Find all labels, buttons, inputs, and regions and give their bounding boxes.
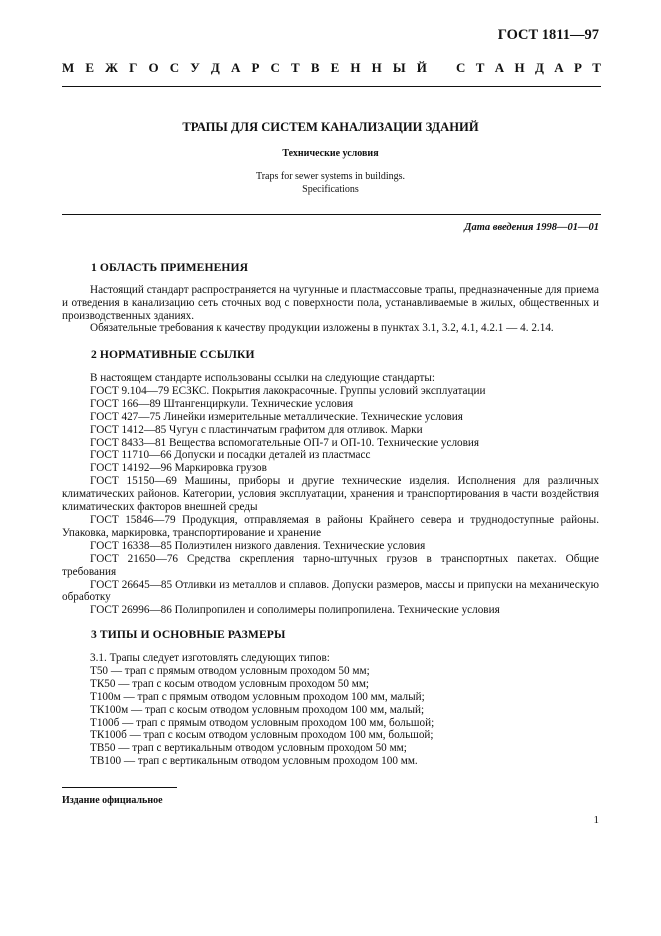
section2-intro: В настоящем стандарте использованы ссылки на следующие стандарты: [90,372,435,384]
trap-types-list [62,665,599,768]
section1-body [62,284,599,335]
banner-word-interstate [62,60,427,76]
reference-item: ГОСТ 16338—85 Полиэтилен низкого давления. Технические условия [90,539,426,552]
banner-letter: В [310,60,320,75]
banner-letter: С [270,60,280,75]
banner-letter: Р [573,60,582,75]
banner-letter: А [554,60,564,75]
english-title-line1: Traps for sewer systems in buildings. [255,171,406,182]
banner-letter: Е [85,60,95,75]
banner-letter: Е [330,60,340,75]
banner-letter: Р [251,60,260,75]
reference-item: ГОСТ 427—75 Линейки измерительные металлические. Технические условия [90,410,463,423]
banner-letter: Ы [392,60,406,75]
banner-letter: О [148,60,159,75]
section3-intro: 3.1. Трапы следует изготовлять следующих типов: [90,652,330,664]
trap-type-item: ТК50 — трап с косым отводом условным проходом 50 мм; [90,677,370,690]
banner-letter: Н [371,60,382,75]
english-title [0,170,661,196]
section1-paragraph2: Обязательные требования к качеству продукции изложены в пунктах 3.1, 3.2, 4.1, 4.2.1 — 4. 2.14. [90,322,554,335]
banner-letter: У [190,60,200,75]
banner-letter: Т [592,60,601,75]
reference-item: ГОСТ 8433—81 Вещества вспомогательные ОП-7 и ОП-10. Технические условия [90,436,480,449]
trap-type-item: Т50 — трап с прямым отводом условным проходом 50 мм; [90,664,370,677]
reference-item: ГОСТ 15150—69 Машины, приборы и другие технические изделия. Исполнения для различных климатических районов. Категории, условия эксплуатации, хранения и транспортирования в части воздействия климатических факторов внешней среды [62,475,599,514]
banner-letter: А [494,60,505,75]
page-number: 1 [593,814,599,826]
banner-letter: А [230,60,241,75]
trap-type-item: Т100б — трап с прямым отводом условным проходом 100 мм, большой; [90,716,435,729]
trap-type-item: ТК100б — трап с косым отводом условным проходом 100 мм, большой; [90,729,434,742]
banner-letter: Д [534,60,544,75]
section3-heading: 3 ТИПЫ И ОСНОВНЫЕ РАЗМЕРЫ [91,628,286,641]
section3-body [62,652,599,768]
top-rule [62,86,601,87]
banner-letter: С [456,60,466,75]
english-title-line2: Specifications [302,184,359,195]
banner-letter: Т [475,60,485,75]
banner-letter: Н [350,60,361,75]
document-subtitle: Технические условия [282,148,379,159]
banner-letter: Н [514,60,525,75]
banner-letter: М [62,60,75,75]
reference-item: ГОСТ 9.104—79 ЕСЗКС. Покрытия лакокрасочные. Группы условий эксплуатации [90,384,486,397]
banner-letter: С [169,60,180,75]
banner-letter: Й [416,60,427,75]
reference-item: ГОСТ 166—89 Штангенциркули. Технические условия [90,397,354,410]
trap-type-item: Т100м — трап с прямым отводом условным проходом 100 мм, малый; [90,690,425,703]
trap-type-item: ТК100м — трап с косым отводом условным проходом 100 мм, малый; [90,703,425,716]
trap-type-item: ТВ50 — трап с вертикальным отводом условным проходом 50 мм; [90,742,407,755]
document-code: ГОСТ 1811—97 [497,27,599,43]
banner-word-standard [456,60,601,76]
section1-paragraph1: Настоящий стандарт распространяется на чугунные и пластмассовые трапы, предназначенные для приема и отведения в канализацию сеть сточных вод с поверхности пола, устанавливаемые в жилых, общественных и производственных зданиях. [62,284,599,322]
reference-item: ГОСТ 11710—66 Допуски и посадки деталей из пластмасс [90,449,371,462]
standard-banner [62,60,601,76]
references-list [62,385,599,617]
banner-letter: Ж [105,60,119,75]
section2-heading: 2 НОРМАТИВНЫЕ ССЫЛКИ [91,348,255,361]
reference-item: ГОСТ 21650—76 Средства скрепления тарно-штучных грузов в транспортных пакетах. Общие требования [62,552,599,578]
section1-heading: 1 ОБЛАСТЬ ПРИМЕНЕНИЯ [91,261,249,274]
banner-letter: Г [129,60,138,75]
title-rule [62,214,601,215]
reference-item: ГОСТ 1412—85 Чугун с пластинчатым графитом для отливок. Марки [90,423,423,436]
trap-type-item: ТВ100 — трап с вертикальным отводом условным проходом 100 мм. [90,755,418,768]
section2-body [62,372,599,617]
footer-rule [62,787,177,788]
banner-letter: Д [210,60,220,75]
reference-item: ГОСТ 14192—96 Маркировка грузов [90,462,267,475]
edition-note: Издание официальное [62,795,163,806]
introduction-date: Дата введения 1998—01—01 [464,222,599,233]
document-title: ТРАПЫ ДЛЯ СИСТЕМ КАНАЛИЗАЦИИ ЗДАНИЙ [182,120,479,134]
banner-letter: Т [291,60,300,75]
reference-item: ГОСТ 26645—85 Отливки из металлов и сплавов. Допуски размеров, массы и припуски на механическую обработку [62,578,599,604]
reference-item: ГОСТ 15846—79 Продукция, отправляемая в районы Крайнего севера и труднодоступные районы. Упаковка, маркировка, транспортирование и хранение [62,513,599,539]
reference-item: ГОСТ 26996—86 Полипропилен и сополимеры полипропилена. Технические условия [90,604,500,617]
